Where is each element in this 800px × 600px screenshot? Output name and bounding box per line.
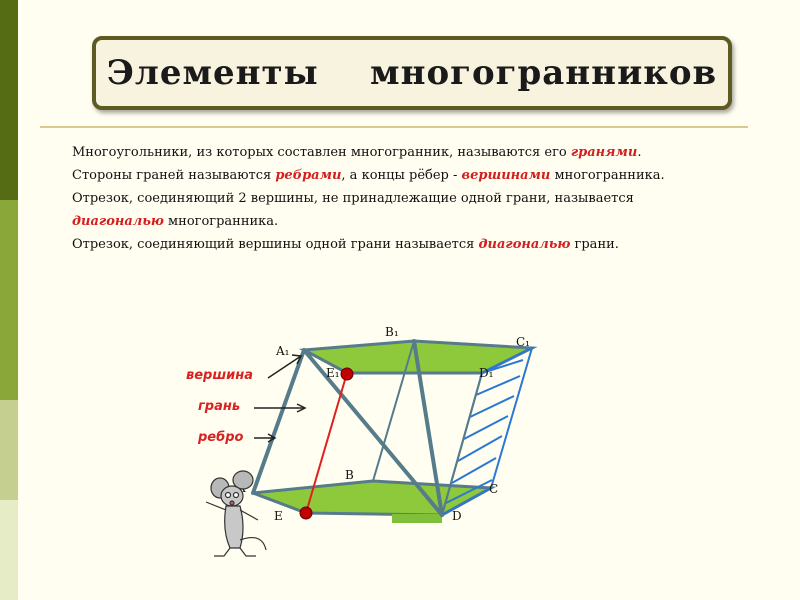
vertex-label-D: D [452, 509, 462, 523]
vertex-label-B1: B₁ [385, 325, 399, 339]
label-vertex: вершина [186, 368, 254, 383]
definition-face-diagonal: Отрезок, соединяющий вершины одной грани называется диагональю грани. [72, 237, 619, 252]
term-edges: ребрами [275, 168, 342, 183]
hatching [446, 360, 523, 503]
vertex-point-E1 [341, 368, 353, 380]
label-edge: ребро [198, 430, 244, 445]
vertex-label-C: C [489, 482, 499, 496]
face-fragment [392, 514, 442, 523]
label-face: грань [198, 399, 241, 414]
definition-diagonal-line1: Отрезок, соединяющий 2 вершины, не принадлежащие одной грани, называется [72, 191, 634, 206]
term-vertices: вершинами [461, 168, 551, 183]
vertex-label-E: E [274, 509, 283, 523]
vertex-label-C1: C₁ [516, 335, 530, 349]
definition-faces: Многоугольники, из которых составлен многогранник, называются его гранями. [72, 145, 642, 160]
term-faces: гранями [570, 145, 638, 160]
vertex-label-E1: E₁ [326, 366, 340, 380]
definition-edges: Стороны граней называются ребрами, а концы рёбер - вершинами многогранника. [72, 168, 665, 183]
term-diagonal: диагональю [72, 214, 164, 229]
term-face-diagonal: диагональю [478, 237, 571, 252]
vertex-label-B: B [345, 468, 354, 482]
slide-title: Элементы многогранников [106, 53, 718, 93]
vertex-label-D1: D₁ [479, 366, 494, 380]
definition-diagonal-line2: диагональю многогранника. [72, 214, 279, 229]
vertex-label-A1: A₁ [276, 344, 290, 358]
vertex-point-E [300, 507, 312, 519]
